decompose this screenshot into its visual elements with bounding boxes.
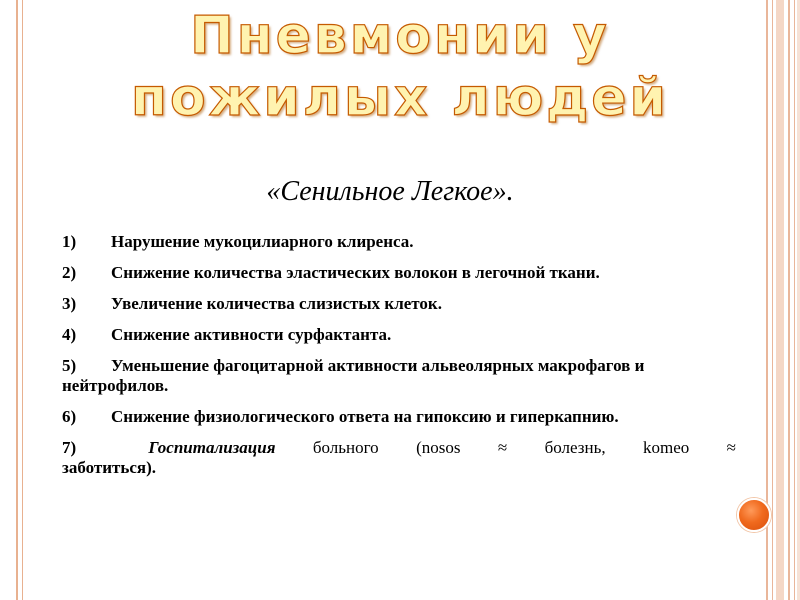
list-item-number: 2) bbox=[62, 263, 77, 282]
list-item-text: Увеличение количества слизистых клеток. bbox=[111, 294, 442, 313]
left-frame-line-inner bbox=[22, 0, 23, 600]
stripe bbox=[776, 0, 784, 600]
list-item-number: 5) bbox=[62, 356, 77, 375]
slide-title-line-1: Пневмонии у bbox=[190, 6, 610, 66]
slide-title-line-2: пожилых людей bbox=[131, 68, 669, 128]
orange-circle-decoration bbox=[737, 498, 771, 532]
list-item-number: 6) bbox=[62, 407, 77, 426]
list-item-italic-text: Госпитализация bbox=[148, 438, 276, 457]
slide-subtitle: «Сенильное Легкое». bbox=[266, 176, 514, 207]
list-item-text: Снижение физиологического ответа на гипоксию и гиперкапнию. bbox=[111, 407, 619, 426]
stripe bbox=[788, 0, 790, 600]
list-item bbox=[62, 356, 736, 396]
right-decorative-stripes bbox=[766, 0, 800, 600]
stripe bbox=[794, 0, 795, 600]
list-item bbox=[62, 294, 736, 314]
list-item bbox=[62, 232, 736, 252]
list-item bbox=[62, 407, 736, 427]
list-item-number: 3) bbox=[62, 294, 77, 313]
list-item bbox=[62, 263, 736, 283]
list-item-text: Снижение активности сурфактанта. bbox=[111, 325, 392, 344]
list-item-number: 1) bbox=[62, 232, 77, 251]
list-item-text: Нарушение мукоцилиарного клиренса. bbox=[111, 232, 414, 251]
list-item-number: 7) bbox=[62, 438, 77, 457]
list-item-text: Уменьшение фагоцитарной активности альвеолярных макрофагов и нейтрофилов. bbox=[62, 356, 645, 395]
list-item bbox=[62, 325, 736, 345]
stripe bbox=[772, 0, 773, 600]
list-item bbox=[62, 438, 736, 478]
list-item-text-continued: заботиться). bbox=[62, 458, 157, 477]
list-item-text: больного (nosos ≈ болезнь, komeo ≈ bbox=[312, 438, 736, 457]
left-frame-line bbox=[16, 0, 18, 600]
list-item-number: 4) bbox=[62, 325, 77, 344]
list-item-text: Снижение количества эластических волокон в легочной ткани. bbox=[111, 263, 600, 282]
numbered-list bbox=[62, 232, 736, 489]
